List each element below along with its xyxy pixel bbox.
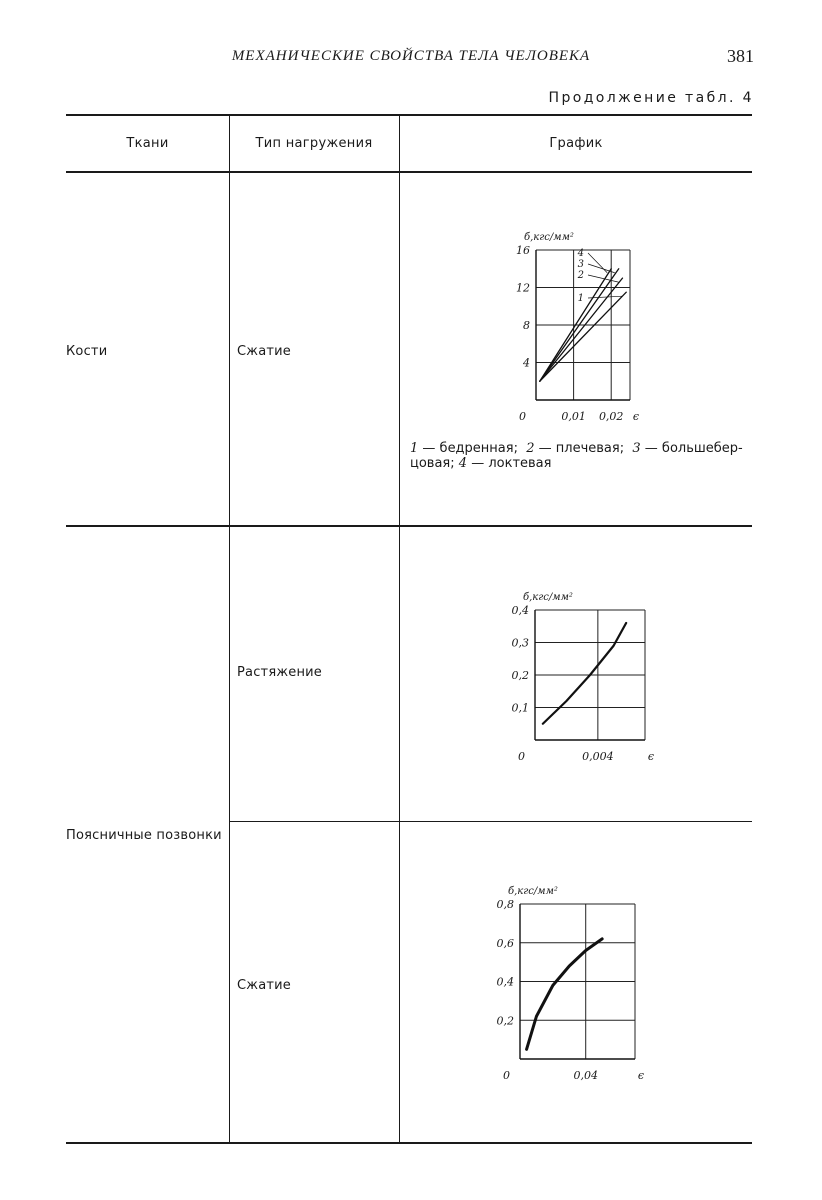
series-leader-line [588, 253, 607, 273]
series-label: 2 [577, 270, 584, 281]
y-tick-label: 0,2 [496, 1014, 514, 1028]
series-line [540, 292, 626, 381]
legend-num-1: 1 [410, 441, 419, 456]
origin-label: 0 [503, 1069, 510, 1082]
legend-text-3: большебер- [661, 441, 743, 456]
table-continuation-label: Продолжение табл. 4 [548, 90, 754, 106]
tissue-cell-bones: Кости [66, 344, 108, 359]
legend-text-1: бедренная; [439, 441, 518, 456]
series-label: 3 [577, 259, 584, 270]
column-header-tissue: Ткани [126, 136, 169, 151]
legend-num-2: 2 [526, 441, 535, 456]
y-tick-label: 0,4 [496, 975, 514, 989]
load-type-cell-bones: Сжатие [237, 344, 291, 359]
column-header-load-type: Тип нагружения [255, 136, 373, 151]
x-tick-label: 0,02 [598, 410, 624, 423]
series-label: 1 [577, 293, 584, 304]
x-tick-label: 0,004 [582, 750, 614, 763]
legend-text-3-cont: цовая; [410, 456, 455, 471]
header-bottom-rule [66, 171, 752, 173]
page-number: 381 [727, 46, 754, 66]
column-rule-1 [229, 116, 230, 1142]
column-rule-2 [399, 116, 400, 1142]
chart-bones-compression [500, 225, 670, 425]
y-tick-label: 0,3 [511, 636, 529, 650]
tissue-cell-lumbar-vertebrae: Поясничные позвонки [66, 828, 222, 843]
legend-text-2: плечевая; [555, 441, 625, 456]
running-title: МЕХАНИЧЕСКИЕ СВОЙСТВА ТЕЛА ЧЕЛОВЕКА [231, 48, 591, 64]
y-tick-label: 12 [516, 281, 530, 295]
y-tick-label: 0,1 [511, 701, 529, 715]
x-axis-label: є [632, 410, 640, 423]
load-type-cell-tension: Растяжение [237, 665, 323, 680]
table-top-rule [66, 114, 752, 116]
subrow-divider-rule [229, 821, 752, 822]
y-tick-label: 0,8 [496, 898, 514, 911]
y-tick-label: 4 [523, 356, 530, 370]
legend-num-4: 4 [458, 456, 468, 471]
series-line [543, 623, 626, 724]
row-divider-rule [66, 525, 752, 527]
origin-label: 0 [519, 410, 526, 423]
series-line [527, 939, 603, 1049]
x-tick-label: 0,01 [561, 410, 586, 423]
series-label: 4 [577, 248, 584, 259]
y-axis-label: б,кгс/мм² [508, 886, 558, 897]
origin-label: 0 [518, 750, 525, 763]
y-tick-label: 8 [523, 319, 530, 332]
table-bottom-rule [66, 1142, 752, 1144]
chart-legend-caption: 1 — бедренная; 2 — плечевая; 3 — большебер- цовая; 4 — локтевая [410, 441, 743, 471]
y-tick-label: 0,2 [511, 669, 529, 682]
y-tick-label: 0,4 [511, 604, 529, 617]
column-header-graph: График [549, 136, 603, 151]
chart-vertebrae-tension [510, 588, 660, 768]
legend-num-3: 3 [632, 441, 641, 456]
x-axis-label: є [637, 1069, 645, 1082]
y-tick-label: 16 [516, 244, 530, 257]
load-type-cell-compression: Сжатие [237, 978, 291, 993]
y-tick-label: 0,6 [496, 936, 514, 950]
x-axis-label: є [647, 750, 655, 763]
y-axis-label: б,кгс/мм² [524, 232, 574, 243]
y-axis-label: б,кгс/мм² [523, 592, 573, 603]
chart-vertebrae-compression [496, 882, 655, 1082]
legend-text-4: локтевая [488, 456, 552, 471]
x-tick-label: 0,04 [573, 1069, 598, 1082]
